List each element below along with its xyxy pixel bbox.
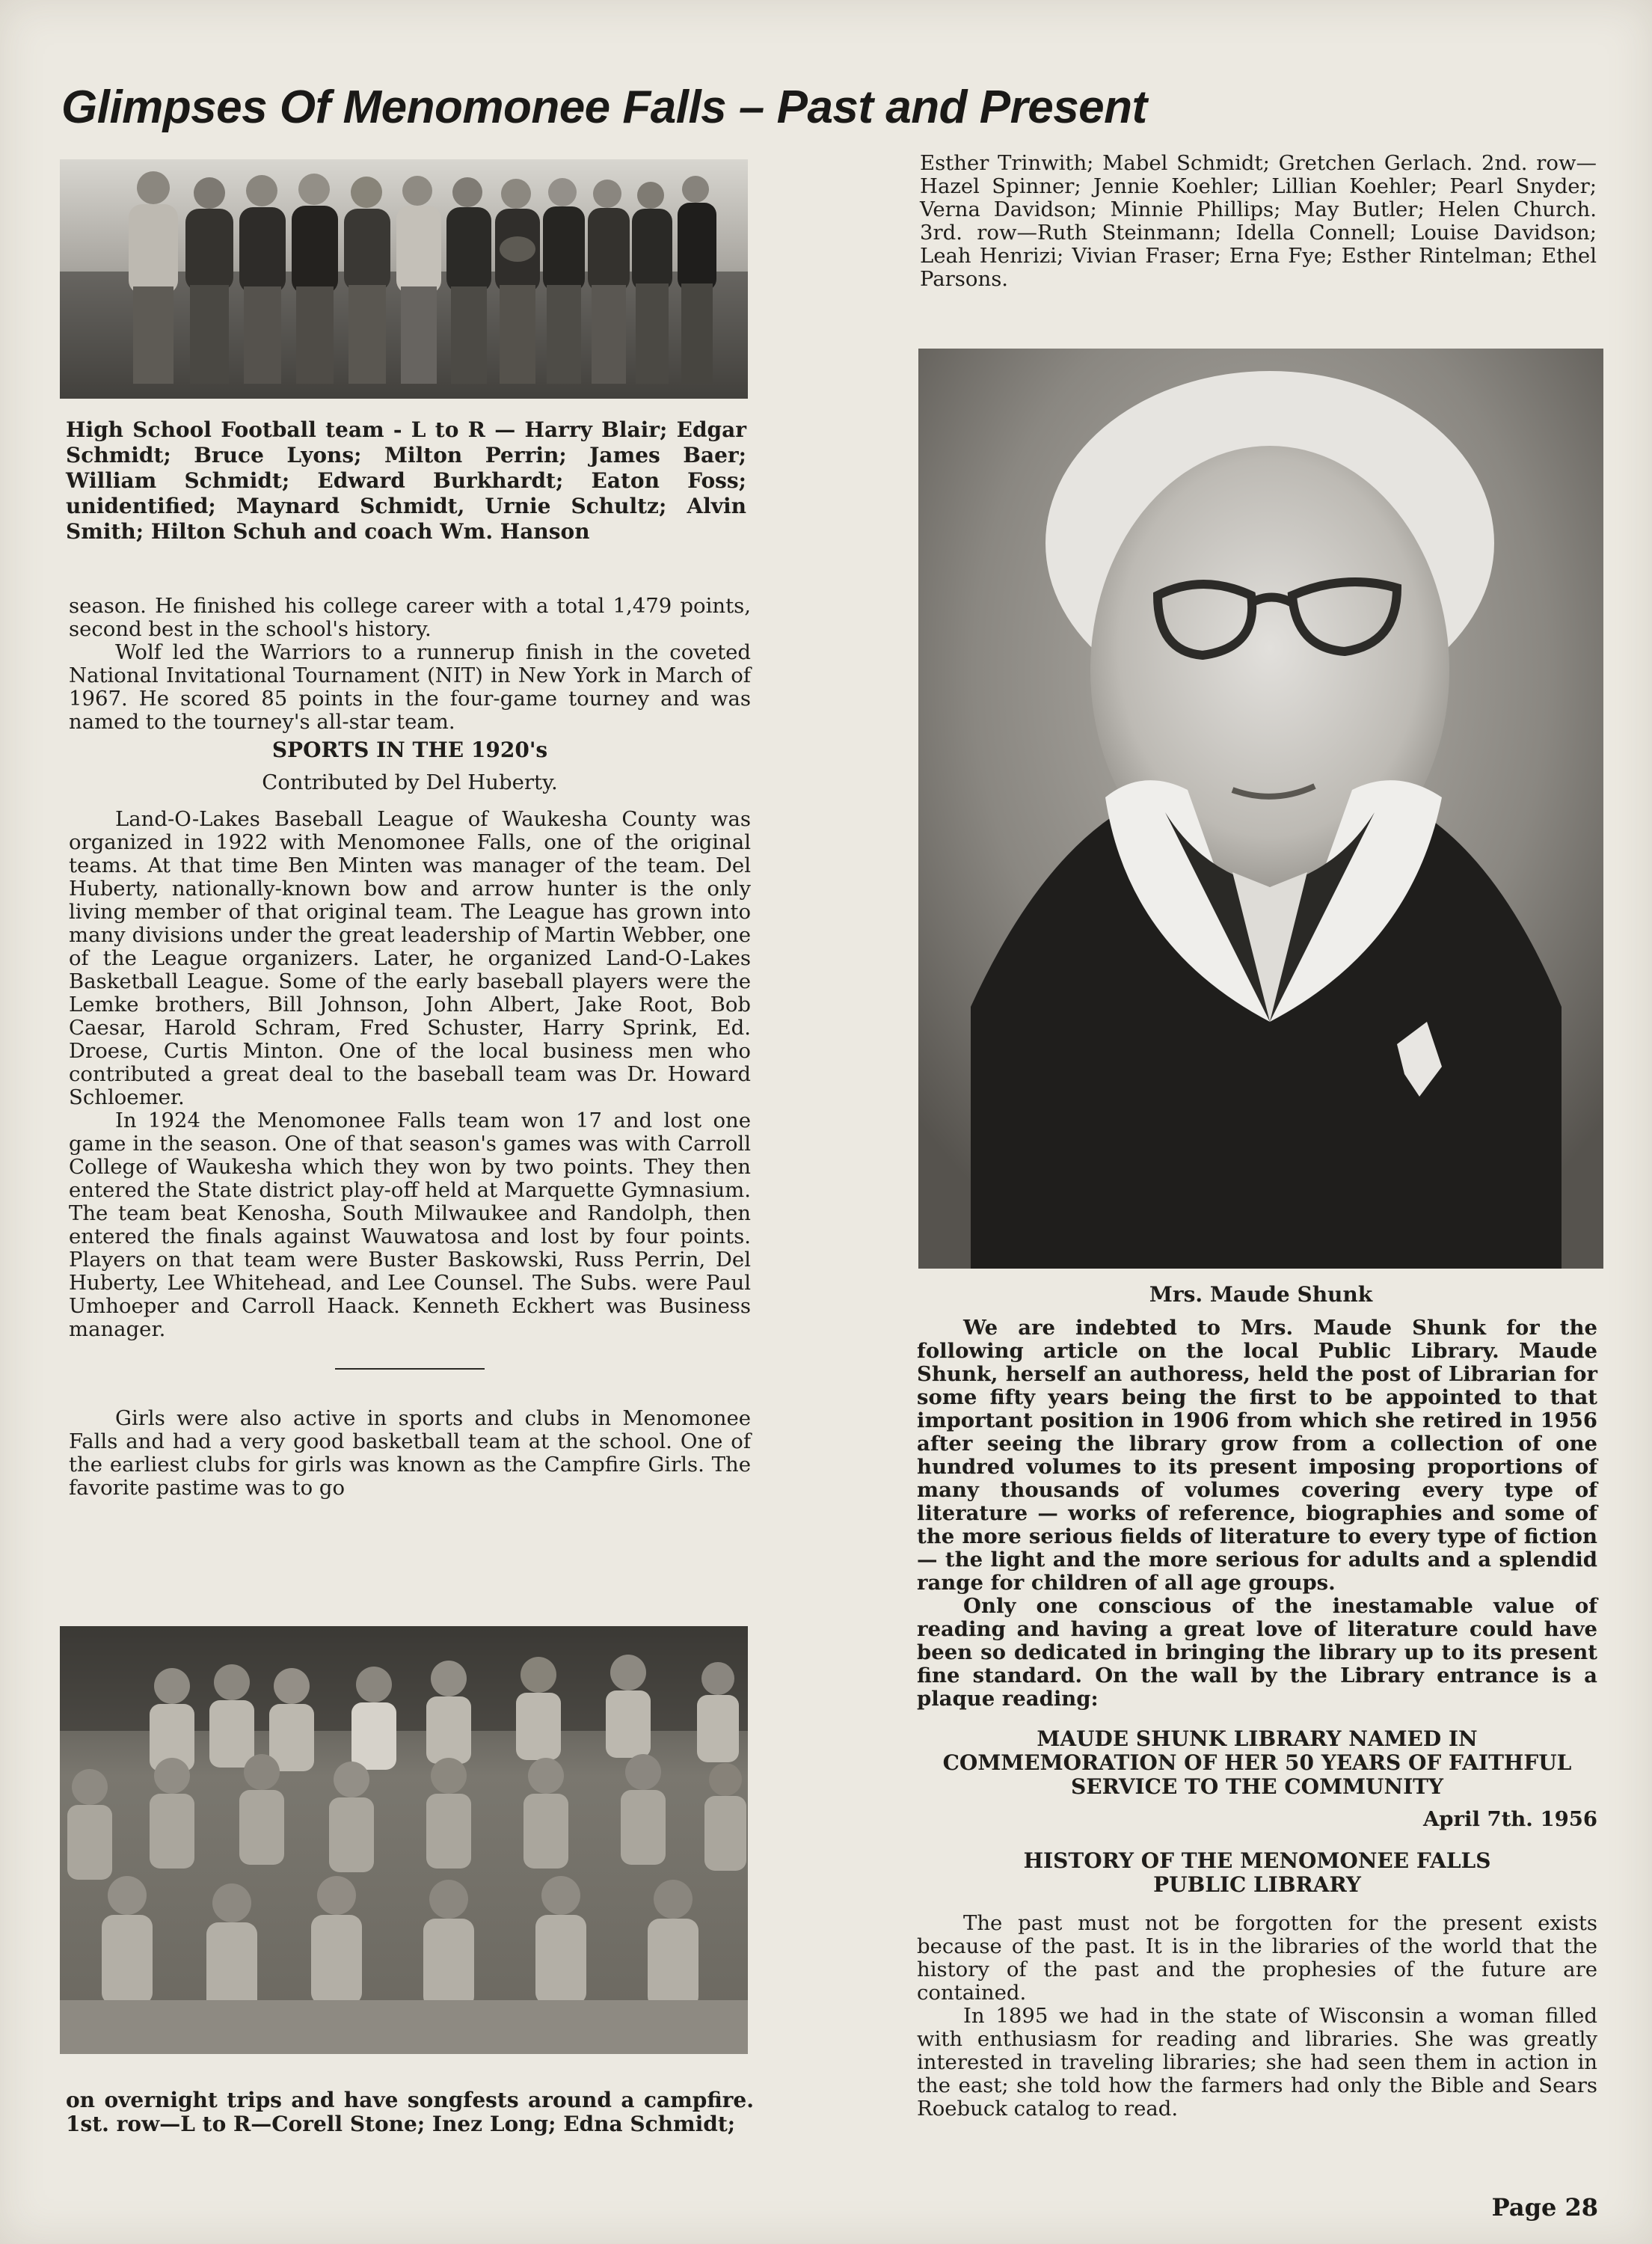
campfire-girls-caption: on overnight trips and have songfests around a campfire. 1st. row—L to R—Corell Stone; Inez Long; Edna Schmidt; xyxy=(66,2088,754,2136)
section-heading: HISTORY OF THE MENOMONEE FALLS PUBLIC LIBRARY xyxy=(1023,1848,1491,1897)
right-column-text xyxy=(917,1316,1597,2121)
contributor-line: Contributed by Del Huberty. xyxy=(262,770,558,794)
page-number: Page 28 xyxy=(1491,2193,1598,2222)
paragraph: season. He finished his college career with a total 1,479 points, second best in the school's history. xyxy=(69,594,751,641)
campfire-names-continued: Esther Trinwith; Mabel Schmidt; Gretchen Gerlach. 2nd. row—Hazel Spinner; Jennie Koehler; Lillian Koehler; Pearl Snyder; Verna Davidson; Minnie Phillips; May Butler; Helen Church. 3rd. row—Ruth Steinmann; Idella Connell; Louise Davidson; Leah Henrizi; Vivian Fraser; Erna Fye; Esther Rintelman; Ethel Parsons. xyxy=(920,151,1597,291)
page-title: Glimpses Of Menomonee Falls – Past and Present xyxy=(61,82,1147,133)
portrait-caption: Mrs. Maude Shunk xyxy=(1149,1282,1373,1307)
football-caption: High School Football team - L to R — Harry Blair; Edgar Schmidt; Bruce Lyons; Milton Perrin; James Baer; William Schmidt; Edward Burkhardt; Eaton Foss; unidentified; Maynard Schmidt, Urnie Schultz; Alvin Smith; Hilton Schuh and coach Wm. Hanson xyxy=(66,417,746,544)
football-team-photo xyxy=(60,159,748,399)
left-column-text xyxy=(69,594,751,1500)
plaque-date: April 7th. 1956 xyxy=(1422,1807,1597,1831)
section-heading: SPORTS IN THE 1920's xyxy=(271,738,548,762)
paragraph: Land-O-Lakes Baseball League of Waukesha County was organized in 1922 with Menomonee Falls, one of the original teams. At that time Ben Minten was manager of the team. Del Huberty, nationally-known bow and arrow hunter is the only living member of that original team. The League has grown into many divisions under the great leadership of Martin Webber, one of the League organizers. Later, he organized Land-O-Lakes Basketball League. Some of the early baseball players were the Lemke brothers, Bill Johnson, John Albert, Jake Root, Bob Caesar, Harold Schram, Fred Schuster, Harry Sprink, Ed. Droese, Curtis Minton. One of the local business men who contributed a great deal to the baseball team was Dr. Howard Schloemer. xyxy=(69,807,751,1109)
library-intro-paragraph: Only one conscious of the inestamable value of reading and having a great love of literature could have been so dedicated in bringing the library up to its present fine standard. On the wall by the Library entrance is a plaque reading: xyxy=(917,1594,1597,1711)
paragraph: In 1924 the Menomonee Falls team won 17 and lost one game in the season. One of that season's games was with Carroll College of Waukesha which they won by two points. They then entered the State district play-off held at Marquette Gymnasium. The team beat Kenosha, South Milwaukee and Randolph, then entered the finals against Wauwatosa and lost by four points. Players on that team were Buster Baskowski, Russ Perrin, Del Huberty, Lee Whitehead, and Lee Counsel. The Subs. were Paul Umhoeper and Carroll Haack. Kenneth Eckhert was Business manager. xyxy=(69,1109,751,1341)
paragraph: Girls were also active in sports and clubs in Menomonee Falls and had a very good basketball team at the school. One of the earliest clubs for girls was known as the Campfire Girls. The favorite pastime was to go xyxy=(69,1406,751,1500)
paragraph: The past must not be forgotten for the present exists because of the past. It is in the libraries of the world that the history of the past and the prophesies of the future are contained. xyxy=(917,1911,1597,2005)
paragraph: Wolf led the Warriors to a runnerup finish in the coveted National Invitational Tournament (NIT) in New York in March of 1967. He scored 85 points in the four-game tourney and was named to the tourney's all-star team. xyxy=(69,640,751,734)
paragraph: In 1895 we had in the state of Wisconsin a woman filled with enthusiasm for reading and libraries. She was greatly interested in traveling libraries; she had seen them in action in the east; she told how the farmers had only the Bible and Sears Roebuck catalog to read. xyxy=(917,2004,1597,2121)
section-divider xyxy=(335,1368,485,1370)
maude-shunk-portrait xyxy=(918,349,1603,1269)
campfire-girls-photo xyxy=(60,1626,748,2054)
library-intro-paragraph: We are indebted to Mrs. Maude Shunk for the following article on the local Public Library. Maude Shunk, herself an authoress, held the post of Librarian for some fifty years being the first to be appointed to that important position in 1906 from which she retired in 1956 after seeing the library grow from a collection of one hundred volumes to its present imposing proportions of many thousands of volumes covering every type of literature — works of reference, biographies and some of the more serious fields of literature to every type of fiction — the light and the more serious for adults and a splendid range for children of all age groups. xyxy=(917,1316,1597,1595)
plaque-inscription: MAUDE SHUNK LIBRARY NAMED IN COMMEMORATION OF HER 50 YEARS OF FAITHFUL SERVICE TO THE COMMUNITY xyxy=(942,1726,1572,1799)
right-column-top-list xyxy=(920,152,1597,291)
